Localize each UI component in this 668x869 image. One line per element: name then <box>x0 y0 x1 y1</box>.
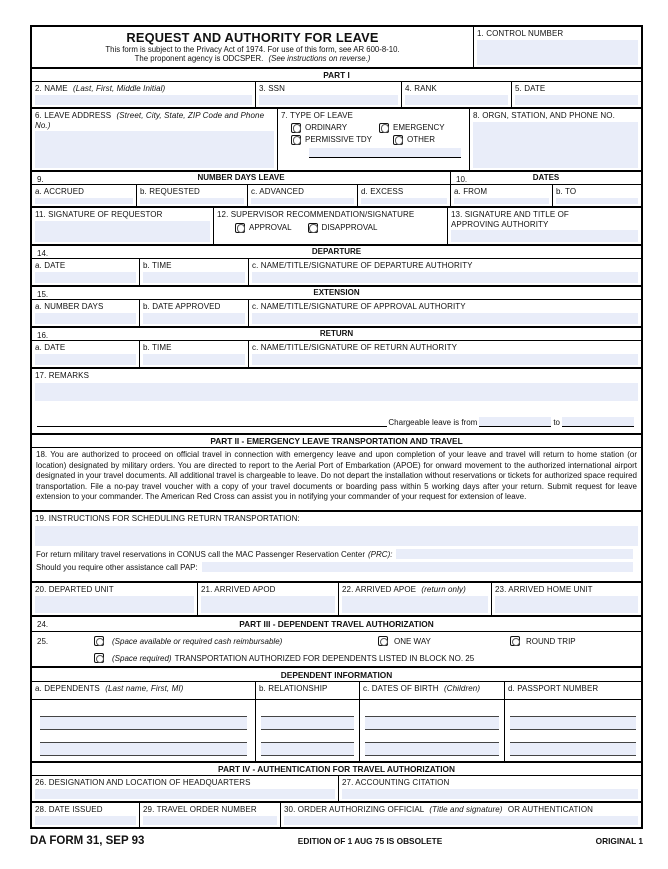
address-typeleave-orgn-row <box>32 109 641 172</box>
ssn-cell <box>256 82 402 107</box>
return-date-label: a. DATE <box>35 343 66 352</box>
approving-authority-input[interactable] <box>451 230 638 242</box>
pap-line <box>35 562 638 572</box>
pap-input[interactable] <box>202 562 633 572</box>
relationship-line[interactable] <box>261 717 354 730</box>
rank-label: 4. RANK <box>405 84 437 93</box>
extension-block <box>32 287 641 328</box>
remarks-input[interactable] <box>35 383 638 401</box>
relationship-entry-column <box>256 700 360 761</box>
block14-cells <box>32 259 641 285</box>
travel-order-number-cell <box>140 803 281 827</box>
departure-authority-input[interactable] <box>252 272 638 284</box>
authorizing-official-cell <box>281 803 641 827</box>
rank-input[interactable] <box>405 95 508 106</box>
signature-row <box>32 208 641 246</box>
date-of-birth-line[interactable] <box>365 704 499 717</box>
orgn-input[interactable] <box>473 122 638 169</box>
name-input[interactable] <box>35 95 252 106</box>
departure-date-cell <box>32 259 140 285</box>
accounting-citation-input[interactable] <box>342 789 638 800</box>
authorizing-official-label-text: 30. ORDER AUTHORIZING OFFICIAL <box>284 805 425 814</box>
passport-number-line[interactable] <box>510 717 636 730</box>
departure-block <box>32 246 641 287</box>
part4-bar-label: PART IV - AUTHENTICATION FOR TRAVEL AUTHORIZATION <box>218 764 455 774</box>
original-copy-label: ORIGINAL 1 <box>595 836 643 846</box>
requestor-signature-label: 11. SIGNATURE OF REQUESTOR <box>35 210 163 219</box>
rank-cell <box>402 82 512 107</box>
return-authority-cell <box>249 341 641 367</box>
block16-header <box>32 328 641 341</box>
prc-input[interactable] <box>396 549 633 559</box>
arrived-apod-input[interactable] <box>201 596 335 614</box>
dates-of-birth-label-text: c. DATES OF BIRTH <box>363 684 439 693</box>
extension-days-label: a. NUMBER DAYS <box>35 302 104 311</box>
space-available-option <box>94 636 282 646</box>
accrued-cell <box>32 185 137 206</box>
arrived-apoe-label-text: 22. ARRIVED APOE <box>342 585 417 594</box>
departure-time-input[interactable] <box>143 272 245 284</box>
control-number-label: 1. CONTROL NUMBER <box>477 29 564 38</box>
proponent-text: The proponent agency is ODCSPER. <box>134 54 264 63</box>
extension-authority-input[interactable] <box>252 313 638 325</box>
relationship-header-cell <box>256 682 360 699</box>
dates-of-birth-header-label <box>363 684 501 694</box>
authorizing-official-rest: OR AUTHENTICATION <box>507 805 594 814</box>
dates-of-birth-header-cell <box>360 682 505 699</box>
block10-cells <box>451 185 641 206</box>
part1-bar <box>32 69 641 82</box>
headquarters-accounting-row <box>32 776 641 803</box>
remarks-label: 17. REMARKS <box>35 371 90 380</box>
name-label <box>35 84 252 94</box>
ssn-input[interactable] <box>259 95 398 106</box>
type-of-leave-label: 7. TYPE OF LEAVE <box>281 111 353 120</box>
control-number-cell <box>474 27 641 67</box>
dates-block <box>451 172 641 206</box>
from-label: a. FROM <box>454 187 488 196</box>
departure-time-label: b. TIME <box>143 261 172 270</box>
advanced-label: c. ADVANCED <box>251 187 304 196</box>
prc-text: For return military travel reservations in CONUS call the MAC Passenger Reservation Center <box>36 549 366 559</box>
other-label: OTHER <box>407 135 435 144</box>
advanced-input[interactable] <box>251 198 354 205</box>
departure-time-cell <box>140 259 249 285</box>
block16-title: RETURN <box>319 329 354 338</box>
requestor-signature-input[interactable] <box>35 221 210 243</box>
orgn-cell <box>470 109 641 170</box>
authorizing-official-input[interactable] <box>284 816 638 826</box>
return-block <box>32 328 641 369</box>
ordinary-option <box>291 123 379 133</box>
block25-number: 25. <box>37 637 49 646</box>
return-time-label: b. TIME <box>143 343 172 352</box>
arrived-apoe-cell <box>339 583 492 615</box>
dependent-travel-options-row <box>32 632 641 668</box>
name-cell <box>32 82 256 107</box>
arrived-apod-cell <box>198 583 339 615</box>
dependent-name-line[interactable] <box>40 730 247 743</box>
block24-number: 24. <box>37 620 49 629</box>
block16-cells <box>32 341 641 367</box>
accrued-input[interactable] <box>35 198 133 205</box>
headquarters-input[interactable] <box>35 789 335 800</box>
return-time-cell <box>140 341 249 367</box>
leave-address-cell <box>32 109 278 170</box>
ordinary-label: ORDINARY <box>305 123 348 132</box>
date-of-birth-line[interactable] <box>365 730 499 743</box>
remarks-row <box>32 369 641 435</box>
excess-input[interactable] <box>361 198 447 205</box>
dependents-header-label <box>35 684 252 694</box>
excess-label: d. EXCESS <box>361 187 404 196</box>
approving-authority-cell <box>448 208 641 244</box>
disapproval-label: DISAPPROVAL <box>321 223 378 232</box>
departure-block-inner <box>32 246 641 285</box>
approval-label: APPROVAL <box>249 223 292 232</box>
days-leave-dates-row <box>32 172 641 208</box>
space-required-option <box>94 653 474 663</box>
departed-unit-input[interactable] <box>35 596 194 614</box>
space-required-rest: TRANSPORTATION AUTHORIZED FOR DEPENDENTS LISTED IN BLOCK NO. 25 <box>174 653 475 663</box>
dependent-name-line[interactable] <box>40 717 247 730</box>
dependents-hint: (Last name, First, MI) <box>105 684 184 693</box>
chargeable-from-text: Chargeable leave is from <box>388 418 478 427</box>
authorizing-official-label <box>284 805 638 815</box>
extension-days-input[interactable] <box>35 313 136 325</box>
block10-title: DATES <box>532 173 560 182</box>
to-label: b. TO <box>556 187 577 196</box>
approval-options <box>235 223 444 233</box>
other-checkbox[interactable] <box>393 135 403 145</box>
chargeable-to-input[interactable] <box>562 417 634 427</box>
one-way-checkbox[interactable] <box>378 636 388 646</box>
departure-authority-cell <box>249 259 641 285</box>
to-date-input[interactable] <box>556 198 638 205</box>
departed-unit-label: 20. DEPARTED UNIT <box>35 585 114 594</box>
passport-number-header-label: d. PASSPORT NUMBER <box>508 684 599 693</box>
block14-header <box>32 246 641 259</box>
round-trip-option <box>510 636 576 646</box>
block14-number: 14. <box>37 249 49 258</box>
approving-authority-label: 13. SIGNATURE AND TITLE OF APPROVING AUTHORITY <box>451 210 569 229</box>
number-days-leave-block <box>32 172 451 206</box>
chargeable-from-input[interactable] <box>479 417 551 427</box>
arrived-apoe-hint: (return only) <box>421 585 466 594</box>
space-required-label: (Space required) <box>112 653 172 663</box>
emergency-leave-paragraph-row <box>32 448 641 512</box>
one-way-option <box>378 636 431 646</box>
form-id: DA FORM 31, SEP 93 <box>30 835 145 847</box>
return-authority-input[interactable] <box>252 354 638 366</box>
permissive-tdy-label: PERMISSIVE TDY <box>305 135 372 144</box>
leave-address-label <box>35 111 274 130</box>
one-way-label: ONE WAY <box>394 636 431 646</box>
extension-authority-cell <box>249 300 641 326</box>
dates-of-birth-hint: (Children) <box>443 684 481 693</box>
chargeable-to-text: to <box>553 418 560 427</box>
passport-number-line[interactable] <box>510 743 636 756</box>
date-issued-input[interactable] <box>35 816 136 826</box>
return-date-input[interactable] <box>35 354 136 366</box>
authentication-row <box>32 803 641 827</box>
permissive-tdy-option <box>291 135 393 145</box>
emergency-checkbox[interactable] <box>379 123 389 133</box>
form-subtitle-line1: This form is subject to the Privacy Act of 1974. For use of this form, see AR 600-8-10. <box>105 45 400 54</box>
relationship-line[interactable] <box>261 743 354 756</box>
ordinary-checkbox[interactable] <box>291 123 301 133</box>
accounting-citation-cell <box>339 776 641 801</box>
dependents-entry-column <box>32 700 256 761</box>
from-date-input[interactable] <box>454 198 549 205</box>
block15-number: 15. <box>37 290 49 299</box>
edition-note: EDITION OF 1 AUG 75 IS OBSOLETE <box>297 836 443 846</box>
ssn-label: 3. SSN <box>259 84 285 93</box>
leave-form <box>30 25 643 829</box>
part2-bar-label: PART II - EMERGENCY LEAVE TRANSPORTATION AND TRAVEL <box>210 436 463 446</box>
dependents-header-cell <box>32 682 256 699</box>
date-issued-label: 28. DATE ISSUED <box>35 805 103 814</box>
remarks-rule-line[interactable] <box>37 418 387 427</box>
form-title-cell <box>32 27 474 67</box>
extension-authority-label: c. NAME/TITLE/SIGNATURE OF APPROVAL AUTHORITY <box>252 302 466 311</box>
relationship-header-label: b. RELATIONSHIP <box>259 684 328 693</box>
extension-block-inner <box>32 287 641 326</box>
type-options-row2 <box>291 135 466 145</box>
emergency-leave-instructions: 18. You are authorized to proceed on official travel in connection with emergency leave and upon completion of your leave and travel will return to home station (or location) designated by military orders. You are directed to report to the Aerial Port of Embarkation (APOE) for onward movement to the authorized international airport designated in your travel documents. All additional travel is chargeable to leave. Do not depart the installation without reservations or tickets for authorized space required transportation. File a no-pay travel voucher with a copy of your travel documents or boarding pass within 5 working days after your return. Submit request for leave extension to your commander. The American Red Cross can assist you in notifying your commander of your request for extension of leave. <box>36 450 637 502</box>
date-cell <box>512 82 641 107</box>
return-transportation-cell <box>32 512 641 581</box>
relationship-line[interactable] <box>261 704 354 717</box>
dependent-information-bar <box>32 668 641 682</box>
departure-date-input[interactable] <box>35 272 136 284</box>
name-label-text: 2. NAME <box>35 84 68 93</box>
accounting-citation-label: 27. ACCOUNTING CITATION <box>342 778 450 787</box>
extension-date-approved-input[interactable] <box>143 313 245 325</box>
form-footer <box>30 835 643 847</box>
departure-authority-label: c. NAME/TITLE/SIGNATURE OF DEPARTURE AUTHORITY <box>252 261 473 270</box>
dependent-header-row <box>32 682 641 700</box>
dates-of-birth-entry-column <box>360 700 505 761</box>
return-authority-label: c. NAME/TITLE/SIGNATURE OF RETURN AUTHORITY <box>252 343 458 352</box>
form-title: REQUEST AND AUTHORITY FOR LEAVE <box>126 30 379 45</box>
name-ssn-rank-date-row <box>32 82 641 109</box>
remarks-cell <box>32 369 641 433</box>
name-hint: (Last, First, Middle Initial) <box>73 84 166 93</box>
extension-date-approved-label: b. DATE APPROVED <box>143 302 221 311</box>
excess-cell <box>358 185 450 206</box>
pap-text: Should you require other assistance call PAP: <box>36 562 198 572</box>
date-of-birth-line[interactable] <box>365 717 499 730</box>
type-options-row1 <box>291 123 466 133</box>
leave-address-input[interactable] <box>35 131 274 168</box>
passport-number-line[interactable] <box>510 704 636 717</box>
passport-number-entry-column <box>505 700 641 761</box>
return-time-input[interactable] <box>143 354 245 366</box>
date-label: 5. DATE <box>515 84 546 93</box>
date-input[interactable] <box>515 95 638 106</box>
requestor-signature-cell <box>32 208 214 244</box>
arrived-home-unit-input[interactable] <box>495 596 638 614</box>
travel-order-number-input[interactable] <box>143 816 277 826</box>
block15-title: EXTENSION <box>313 288 360 297</box>
leave-address-hint: (Street, City, State, ZIP Code and Phone No.) <box>35 111 265 130</box>
emergency-leave-paragraph-cell <box>32 448 641 510</box>
arrived-apod-label: 21. ARRIVED APOD <box>201 585 276 594</box>
to-cell <box>553 185 641 206</box>
space-available-label: (Space available or required cash reimbursable) <box>112 636 283 646</box>
return-transportation-row <box>32 512 641 583</box>
part3-bar <box>32 617 641 632</box>
block15-header <box>32 287 641 300</box>
travel-status-row <box>32 583 641 617</box>
dependent-entries-row <box>32 700 641 763</box>
chargeable-leave-line <box>35 417 638 431</box>
space-required-checkbox[interactable] <box>94 653 104 663</box>
block9-cells <box>32 185 450 206</box>
scheduling-instructions-input[interactable] <box>35 526 638 546</box>
departed-unit-cell <box>32 583 198 615</box>
leave-address-label-text: 6. LEAVE ADDRESS <box>35 111 112 120</box>
part4-bar <box>32 763 641 776</box>
block9-title: NUMBER DAYS LEAVE <box>197 173 285 182</box>
travel-order-number-label: 29. TRAVEL ORDER NUMBER <box>143 805 257 814</box>
return-date-cell <box>32 341 140 367</box>
supervisor-label: 12. SUPERVISOR RECOMMENDATION/SIGNATURE <box>217 210 415 219</box>
round-trip-label: ROUND TRIP <box>526 636 576 646</box>
block16-number: 16. <box>37 331 49 340</box>
dependent-name-line[interactable] <box>40 743 247 756</box>
departure-date-label: a. DATE <box>35 261 66 270</box>
type-of-leave-cell <box>278 109 470 170</box>
prc-italic: (PRC): <box>368 549 393 559</box>
extension-date-approved-cell <box>140 300 249 326</box>
round-trip-checkbox[interactable] <box>510 636 520 646</box>
block10-number: 10. <box>456 175 468 184</box>
headquarters-cell <box>32 776 339 801</box>
see-instructions-text: (See instructions on reverse.) <box>268 54 371 63</box>
part1-bar-label: PART I <box>323 70 350 80</box>
block14-title: DEPARTURE <box>311 247 362 256</box>
supervisor-cell <box>214 208 448 244</box>
passport-number-header-cell <box>505 682 641 699</box>
orgn-label: 8. ORGN, STATION, AND PHONE NO. <box>473 111 615 120</box>
block9-header <box>32 172 450 185</box>
headquarters-label: 26. DESIGNATION AND LOCATION OF HEADQUARTERS <box>35 778 251 787</box>
from-cell <box>451 185 553 206</box>
remarks-spacer <box>35 401 638 418</box>
dependent-information-label: DEPENDENT INFORMATION <box>280 669 393 680</box>
date-issued-cell <box>32 803 140 827</box>
block15-cells <box>32 300 641 326</box>
control-number-input[interactable] <box>477 40 638 66</box>
prc-line <box>35 549 638 559</box>
part3-bar-label: PART III - DEPENDENT TRAVEL AUTHORIZATION <box>239 619 434 629</box>
form-subtitle-line2 <box>38 54 467 63</box>
part2-bar <box>32 435 641 448</box>
accrued-label: a. ACCRUED <box>35 187 85 196</box>
passport-number-line[interactable] <box>510 730 636 743</box>
space-available-checkbox[interactable] <box>94 636 104 646</box>
arrived-home-unit-cell <box>492 583 641 615</box>
requested-input[interactable] <box>140 198 244 205</box>
form-header-row <box>32 27 641 69</box>
authorizing-official-hint: (Title and signature) <box>429 805 503 814</box>
dependents-label-text: a. DEPENDENTS <box>35 684 100 693</box>
return-block-inner <box>32 328 641 367</box>
emergency-label: EMERGENCY <box>393 123 445 132</box>
block10-header <box>451 172 641 185</box>
block9-number: 9. <box>37 175 44 184</box>
requested-cell <box>137 185 248 206</box>
other-specify-input[interactable] <box>309 148 461 158</box>
arrived-apoe-label <box>342 585 488 595</box>
dependent-name-line[interactable] <box>40 704 247 717</box>
relationship-line[interactable] <box>261 730 354 743</box>
approval-checkbox[interactable] <box>235 223 245 233</box>
arrived-home-unit-label: 23. ARRIVED HOME UNIT <box>495 585 593 594</box>
date-of-birth-line[interactable] <box>365 743 499 756</box>
advanced-cell <box>248 185 358 206</box>
arrived-apoe-input[interactable] <box>342 596 488 614</box>
requested-label: b. REQUESTED <box>140 187 200 196</box>
scheduling-instructions-label: 19. INSTRUCTIONS FOR SCHEDULING RETURN TRANSPORTATION: <box>35 514 300 523</box>
disapproval-checkbox[interactable] <box>308 223 318 233</box>
extension-days-cell <box>32 300 140 326</box>
permissive-tdy-checkbox[interactable] <box>291 135 301 145</box>
